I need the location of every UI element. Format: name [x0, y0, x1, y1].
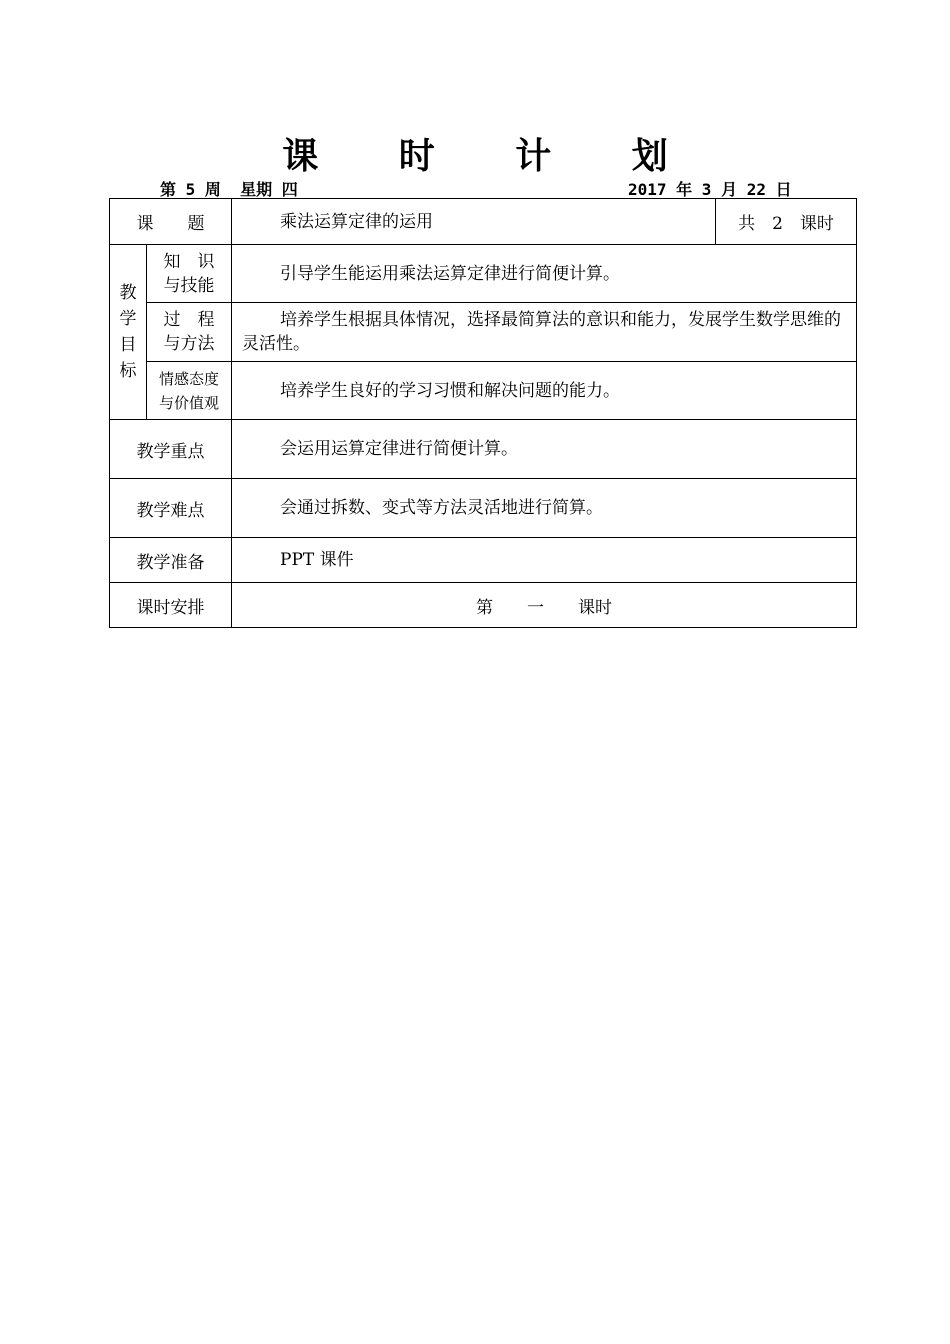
goal-text-attitude: 培养学生良好的学习习惯和解决问题的能力。 — [232, 362, 857, 420]
lesson-plan-table — [109, 198, 857, 628]
goals-label: 教学目标 — [110, 245, 147, 420]
preparation-row — [110, 538, 857, 583]
week-label: 第 5 周 星期 四 — [160, 180, 298, 199]
schedule-label: 课时安排 — [110, 583, 232, 628]
key-points-label: 教学重点 — [110, 420, 232, 479]
topic-value: 乘法运算定律的运用 — [232, 199, 716, 245]
total-hours: 共 2 课时 — [716, 199, 857, 245]
topic-row — [110, 199, 857, 245]
goal-row-knowledge — [110, 245, 857, 303]
goal-label-attitude: 情感态度与价值观 — [147, 362, 232, 420]
preparation-value: PPT 课件 — [232, 538, 857, 583]
goal-text-knowledge: 引导学生能运用乘法运算定律进行简便计算。 — [232, 245, 857, 303]
goal-row-attitude — [110, 362, 857, 420]
difficulties-row — [110, 479, 857, 538]
goal-text-process: 培养学生根据具体情况，选择最简算法的意识和能力，发展学生数学思维的灵活性。 — [232, 303, 857, 362]
difficulties-label: 教学难点 — [110, 479, 232, 538]
goal-row-process — [110, 303, 857, 362]
schedule-row — [110, 583, 857, 628]
schedule-value: 第 一 课时 — [232, 583, 857, 628]
goal-label-knowledge: 知 识与技能 — [147, 245, 232, 303]
topic-label: 课 题 — [110, 199, 232, 245]
goal-label-process: 过 程与方法 — [147, 303, 232, 362]
difficulties-value: 会通过拆数、变式等方法灵活地进行简算。 — [232, 479, 857, 538]
key-points-row — [110, 420, 857, 479]
date-label: 2017 年 3 月 22 日 — [628, 180, 792, 199]
preparation-label: 教学准备 — [110, 538, 232, 583]
page-title: 课 时 计 划 — [282, 136, 702, 177]
key-points-value: 会运用运算定律进行简便计算。 — [232, 420, 857, 479]
